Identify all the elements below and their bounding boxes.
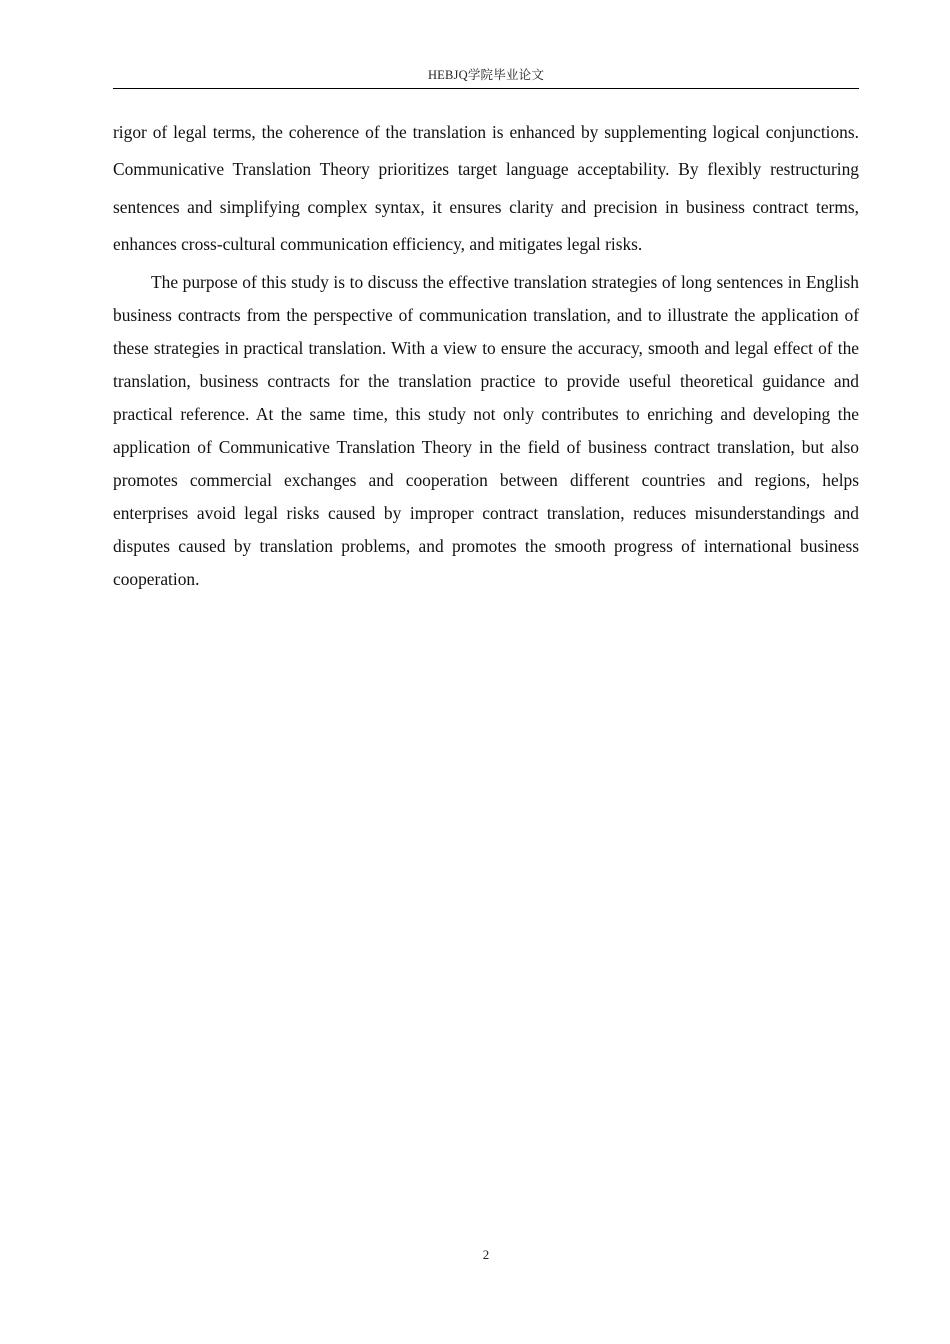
page-number: 2 [482,1247,490,1262]
body-paragraph-1: rigor of legal terms, the coherence of the translation is enhanced by supplementing logical conjunctions. Communicative Translation Theory prioritizes target language acceptability. By flexibly restructuring sentences and simplifying complex syntax, it ensures clarity and precision in business contract terms, enhances cross-cultural communication efficiency, and mitigates legal risks. [113,122,859,254]
body-paragraph-2: The purpose of this study is to discuss the effective translation strategies of long sentences in English business contracts from the perspective of communication translation, and to illustrate the application of these strategies in practical translation. With a view to ensure the accuracy, smooth and legal effect of the translation, business contracts for the translation practice to provide useful theoretical guidance and practical reference. At the same time, this study not only contributes to enriching and developing the application of Communicative Translation Theory in the field of business contract translation, but also promotes commercial exchanges and cooperation between different countries and regions, helps enterprises avoid legal risks caused by improper contract translation, reduces misunderstandings and disputes caused by translation problems, and promotes the smooth progress of international business cooperation. [113,272,859,590]
header-divider [113,88,859,89]
running-header-title: HEBJQ学院毕业论文 [427,68,545,82]
body-text [113,114,859,596]
